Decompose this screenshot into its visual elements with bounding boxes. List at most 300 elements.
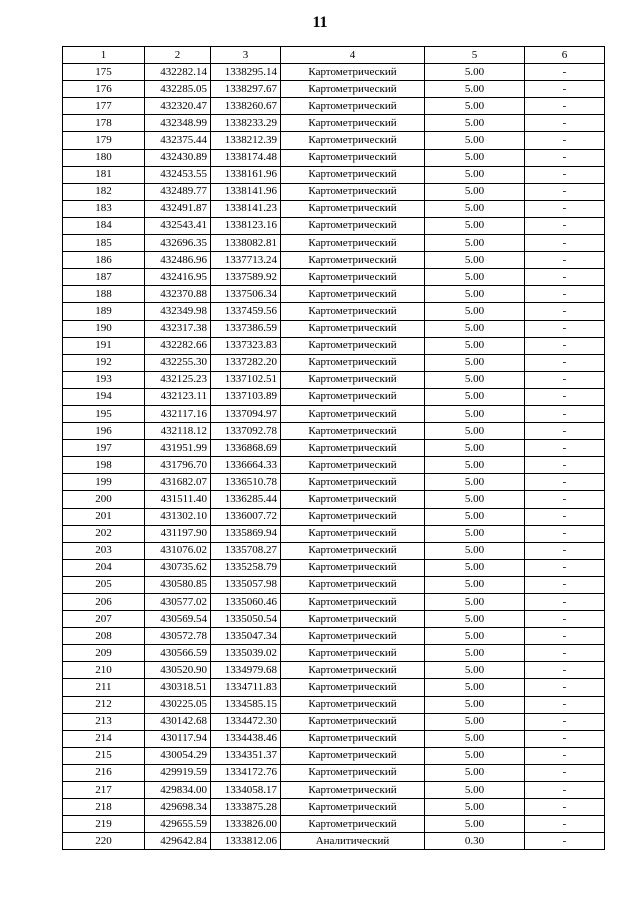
table-row (63, 405, 605, 422)
coordinate-y-cell: 1336007.72 (211, 508, 281, 525)
table-row (63, 132, 605, 149)
point-number-cell: 215 (63, 747, 145, 764)
note-cell: - (525, 166, 605, 183)
table-row (63, 662, 605, 679)
point-number-cell: 217 (63, 782, 145, 799)
method-cell: Картометрический (281, 371, 425, 388)
point-number-cell: 208 (63, 628, 145, 645)
coordinate-x-cell: 432453.55 (145, 166, 211, 183)
coordinate-y-cell: 1336510.78 (211, 474, 281, 491)
method-cell: Картометрический (281, 354, 425, 371)
note-cell: - (525, 713, 605, 730)
accuracy-cell: 5.00 (425, 816, 525, 833)
coordinate-x-cell: 431511.40 (145, 491, 211, 508)
coordinate-x-cell: 432282.66 (145, 337, 211, 354)
accuracy-cell: 5.00 (425, 645, 525, 662)
coordinate-x-cell: 432489.77 (145, 183, 211, 200)
point-number-cell: 187 (63, 269, 145, 286)
coordinate-y-cell: 1335060.46 (211, 594, 281, 611)
table-row (63, 286, 605, 303)
method-cell: Картометрический (281, 645, 425, 662)
coordinate-x-cell: 430577.02 (145, 594, 211, 611)
method-cell: Картометрический (281, 149, 425, 166)
table-row (63, 440, 605, 457)
coordinate-x-cell: 432416.95 (145, 269, 211, 286)
header-cell: 1 (63, 47, 145, 64)
note-cell: - (525, 457, 605, 474)
method-cell: Картометрический (281, 423, 425, 440)
coordinate-y-cell: 1338174.48 (211, 149, 281, 166)
coordinate-y-cell: 1337386.59 (211, 320, 281, 337)
note-cell: - (525, 679, 605, 696)
table-row (63, 337, 605, 354)
coordinate-x-cell: 432348.99 (145, 115, 211, 132)
table-row (63, 252, 605, 269)
coordinate-x-cell: 432375.44 (145, 132, 211, 149)
accuracy-cell: 5.00 (425, 662, 525, 679)
table-row (63, 576, 605, 593)
point-number-cell: 206 (63, 594, 145, 611)
note-cell: - (525, 200, 605, 217)
coordinate-x-cell: 431302.10 (145, 508, 211, 525)
table-row (63, 679, 605, 696)
accuracy-cell: 5.00 (425, 782, 525, 799)
coordinate-y-cell: 1335057.98 (211, 576, 281, 593)
coordinate-x-cell: 431951.99 (145, 440, 211, 457)
table-row (63, 542, 605, 559)
table-row (63, 594, 605, 611)
accuracy-cell: 5.00 (425, 679, 525, 696)
coordinate-x-cell: 430569.54 (145, 611, 211, 628)
accuracy-cell: 0.30 (425, 833, 525, 850)
coordinate-y-cell: 1338297.67 (211, 81, 281, 98)
table-row (63, 645, 605, 662)
accuracy-cell: 5.00 (425, 491, 525, 508)
point-number-cell: 200 (63, 491, 145, 508)
method-cell: Картометрический (281, 662, 425, 679)
coordinate-x-cell: 430318.51 (145, 679, 211, 696)
accuracy-cell: 5.00 (425, 149, 525, 166)
point-number-cell: 177 (63, 98, 145, 115)
table-row (63, 149, 605, 166)
coordinate-y-cell: 1334351.37 (211, 747, 281, 764)
coordinate-x-cell: 429834.00 (145, 782, 211, 799)
method-cell: Картометрический (281, 491, 425, 508)
coordinate-x-cell: 432117.16 (145, 405, 211, 422)
method-cell: Картометрический (281, 115, 425, 132)
point-number-cell: 175 (63, 64, 145, 81)
note-cell: - (525, 81, 605, 98)
method-cell: Картометрический (281, 269, 425, 286)
point-number-cell: 207 (63, 611, 145, 628)
coordinate-y-cell: 1334585.15 (211, 696, 281, 713)
coordinate-x-cell: 432285.05 (145, 81, 211, 98)
header-cell: 6 (525, 47, 605, 64)
method-cell: Картометрический (281, 440, 425, 457)
accuracy-cell: 5.00 (425, 440, 525, 457)
point-number-cell: 203 (63, 542, 145, 559)
method-cell: Картометрический (281, 183, 425, 200)
method-cell: Картометрический (281, 252, 425, 269)
coordinate-x-cell: 432125.23 (145, 371, 211, 388)
method-cell: Картометрический (281, 594, 425, 611)
point-number-cell: 209 (63, 645, 145, 662)
point-number-cell: 176 (63, 81, 145, 98)
point-number-cell: 198 (63, 457, 145, 474)
accuracy-cell: 5.00 (425, 713, 525, 730)
accuracy-cell: 5.00 (425, 235, 525, 252)
point-number-cell: 190 (63, 320, 145, 337)
point-number-cell: 192 (63, 354, 145, 371)
coordinate-y-cell: 1337282.20 (211, 354, 281, 371)
method-cell: Картометрический (281, 320, 425, 337)
coordinate-y-cell: 1335708.27 (211, 542, 281, 559)
coordinate-y-cell: 1335869.94 (211, 525, 281, 542)
point-number-cell: 205 (63, 576, 145, 593)
note-cell: - (525, 474, 605, 491)
coordinate-y-cell: 1338233.29 (211, 115, 281, 132)
note-cell: - (525, 320, 605, 337)
method-cell: Картометрический (281, 98, 425, 115)
accuracy-cell: 5.00 (425, 611, 525, 628)
coordinate-x-cell: 431796.70 (145, 457, 211, 474)
note-cell: - (525, 525, 605, 542)
note-cell: - (525, 388, 605, 405)
coordinate-x-cell: 430735.62 (145, 559, 211, 576)
coordinate-x-cell: 430117.94 (145, 730, 211, 747)
table-row (63, 713, 605, 730)
coordinate-x-cell: 432543.41 (145, 217, 211, 234)
point-number-cell: 196 (63, 423, 145, 440)
coordinate-x-cell: 432370.88 (145, 286, 211, 303)
method-cell: Картометрический (281, 508, 425, 525)
coordinate-y-cell: 1336285.44 (211, 491, 281, 508)
table-row (63, 200, 605, 217)
table-row (63, 388, 605, 405)
method-cell: Картометрический (281, 217, 425, 234)
coordinate-x-cell: 432320.47 (145, 98, 211, 115)
point-number-cell: 193 (63, 371, 145, 388)
note-cell: - (525, 354, 605, 371)
table-row (63, 235, 605, 252)
accuracy-cell: 5.00 (425, 474, 525, 491)
coordinate-x-cell: 431197.90 (145, 525, 211, 542)
coordinate-x-cell: 432118.12 (145, 423, 211, 440)
coordinate-y-cell: 1337102.51 (211, 371, 281, 388)
accuracy-cell: 5.00 (425, 628, 525, 645)
note-cell: - (525, 833, 605, 850)
coordinate-x-cell: 432349.98 (145, 303, 211, 320)
method-cell: Картометрический (281, 525, 425, 542)
accuracy-cell: 5.00 (425, 98, 525, 115)
accuracy-cell: 5.00 (425, 217, 525, 234)
table-row (63, 696, 605, 713)
table-row (63, 833, 605, 850)
method-cell: Картометрический (281, 679, 425, 696)
coordinate-x-cell: 429642.84 (145, 833, 211, 850)
accuracy-cell: 5.00 (425, 337, 525, 354)
table-row (63, 81, 605, 98)
method-cell: Картометрический (281, 611, 425, 628)
note-cell: - (525, 440, 605, 457)
method-cell: Аналитический (281, 833, 425, 850)
coordinate-y-cell: 1335258.79 (211, 559, 281, 576)
coordinate-x-cell: 432282.14 (145, 64, 211, 81)
coordinate-y-cell: 1338141.96 (211, 183, 281, 200)
note-cell: - (525, 782, 605, 799)
table-row (63, 354, 605, 371)
point-number-cell: 220 (63, 833, 145, 850)
coordinate-y-cell: 1337506.34 (211, 286, 281, 303)
accuracy-cell: 5.00 (425, 252, 525, 269)
coordinate-y-cell: 1338141.23 (211, 200, 281, 217)
table-row (63, 303, 605, 320)
header-cell: 4 (281, 47, 425, 64)
point-number-cell: 184 (63, 217, 145, 234)
table-row (63, 115, 605, 132)
coordinate-y-cell: 1334438.46 (211, 730, 281, 747)
note-cell: - (525, 611, 605, 628)
point-number-cell: 197 (63, 440, 145, 457)
table-row (63, 782, 605, 799)
method-cell: Картометрический (281, 81, 425, 98)
coordinate-y-cell: 1334472.30 (211, 713, 281, 730)
point-number-cell: 213 (63, 713, 145, 730)
method-cell: Картометрический (281, 200, 425, 217)
table-row (63, 491, 605, 508)
note-cell: - (525, 337, 605, 354)
method-cell: Картометрический (281, 576, 425, 593)
accuracy-cell: 5.00 (425, 166, 525, 183)
note-cell: - (525, 696, 605, 713)
note-cell: - (525, 269, 605, 286)
table-header-row (63, 47, 605, 64)
point-number-cell: 216 (63, 764, 145, 781)
note-cell: - (525, 115, 605, 132)
coordinate-y-cell: 1337103.89 (211, 388, 281, 405)
method-cell: Картометрический (281, 474, 425, 491)
table-row (63, 474, 605, 491)
point-number-cell: 214 (63, 730, 145, 747)
accuracy-cell: 5.00 (425, 764, 525, 781)
coordinate-x-cell: 432255.30 (145, 354, 211, 371)
point-number-cell: 183 (63, 200, 145, 217)
accuracy-cell: 5.00 (425, 371, 525, 388)
table-row (63, 269, 605, 286)
method-cell: Картометрический (281, 764, 425, 781)
method-cell: Картометрический (281, 782, 425, 799)
coordinate-y-cell: 1338161.96 (211, 166, 281, 183)
accuracy-cell: 5.00 (425, 64, 525, 81)
note-cell: - (525, 405, 605, 422)
accuracy-cell: 5.00 (425, 286, 525, 303)
coordinate-y-cell: 1337589.92 (211, 269, 281, 286)
coordinate-x-cell: 432430.89 (145, 149, 211, 166)
method-cell: Картометрический (281, 64, 425, 81)
point-number-cell: 195 (63, 405, 145, 422)
method-cell: Картометрический (281, 457, 425, 474)
accuracy-cell: 5.00 (425, 405, 525, 422)
method-cell: Картометрический (281, 713, 425, 730)
method-cell: Картометрический (281, 132, 425, 149)
accuracy-cell: 5.00 (425, 423, 525, 440)
method-cell: Картометрический (281, 696, 425, 713)
header-cell: 2 (145, 47, 211, 64)
coordinate-y-cell: 1337323.83 (211, 337, 281, 354)
accuracy-cell: 5.00 (425, 115, 525, 132)
coordinate-y-cell: 1335050.54 (211, 611, 281, 628)
note-cell: - (525, 508, 605, 525)
accuracy-cell: 5.00 (425, 132, 525, 149)
point-number-cell: 191 (63, 337, 145, 354)
note-cell: - (525, 730, 605, 747)
point-number-cell: 201 (63, 508, 145, 525)
note-cell: - (525, 183, 605, 200)
accuracy-cell: 5.00 (425, 269, 525, 286)
point-number-cell: 180 (63, 149, 145, 166)
coordinate-y-cell: 1337094.97 (211, 405, 281, 422)
method-cell: Картометрический (281, 405, 425, 422)
table-row (63, 98, 605, 115)
header-cell: 3 (211, 47, 281, 64)
table-row (63, 64, 605, 81)
point-number-cell: 188 (63, 286, 145, 303)
coordinate-y-cell: 1337092.78 (211, 423, 281, 440)
point-number-cell: 185 (63, 235, 145, 252)
coordinate-y-cell: 1335039.02 (211, 645, 281, 662)
accuracy-cell: 5.00 (425, 183, 525, 200)
page-number: 11 (312, 14, 328, 31)
coordinate-y-cell: 1334979.68 (211, 662, 281, 679)
table-row (63, 730, 605, 747)
accuracy-cell: 5.00 (425, 388, 525, 405)
note-cell: - (525, 149, 605, 166)
coordinate-y-cell: 1336664.33 (211, 457, 281, 474)
table-row (63, 217, 605, 234)
note-cell: - (525, 491, 605, 508)
point-number-cell: 218 (63, 799, 145, 816)
note-cell: - (525, 252, 605, 269)
coordinate-x-cell: 431076.02 (145, 542, 211, 559)
note-cell: - (525, 662, 605, 679)
note-cell: - (525, 645, 605, 662)
accuracy-cell: 5.00 (425, 320, 525, 337)
accuracy-cell: 5.00 (425, 696, 525, 713)
point-number-cell: 181 (63, 166, 145, 183)
coordinate-x-cell: 430580.85 (145, 576, 211, 593)
table-row (63, 559, 605, 576)
method-cell: Картометрический (281, 388, 425, 405)
coordinate-x-cell: 432491.87 (145, 200, 211, 217)
note-cell: - (525, 286, 605, 303)
point-number-cell: 189 (63, 303, 145, 320)
point-number-cell: 212 (63, 696, 145, 713)
coordinate-x-cell: 429698.34 (145, 799, 211, 816)
table-row (63, 816, 605, 833)
coordinate-y-cell: 1337459.56 (211, 303, 281, 320)
coordinate-x-cell: 431682.07 (145, 474, 211, 491)
point-number-cell: 179 (63, 132, 145, 149)
table-row (63, 611, 605, 628)
coordinate-x-cell: 430142.68 (145, 713, 211, 730)
method-cell: Картометрический (281, 235, 425, 252)
accuracy-cell: 5.00 (425, 457, 525, 474)
method-cell: Картометрический (281, 559, 425, 576)
point-number-cell: 186 (63, 252, 145, 269)
point-number-cell: 182 (63, 183, 145, 200)
coordinate-x-cell: 432317.38 (145, 320, 211, 337)
note-cell: - (525, 799, 605, 816)
note-cell: - (525, 98, 605, 115)
point-number-cell: 199 (63, 474, 145, 491)
method-cell: Картометрический (281, 799, 425, 816)
table-row (63, 371, 605, 388)
point-number-cell: 211 (63, 679, 145, 696)
table-row (63, 747, 605, 764)
accuracy-cell: 5.00 (425, 81, 525, 98)
note-cell: - (525, 303, 605, 320)
note-cell: - (525, 235, 605, 252)
note-cell: - (525, 576, 605, 593)
coordinate-y-cell: 1333812.06 (211, 833, 281, 850)
coordinate-y-cell: 1335047.34 (211, 628, 281, 645)
table-row (63, 525, 605, 542)
accuracy-cell: 5.00 (425, 576, 525, 593)
coordinate-x-cell: 430520.90 (145, 662, 211, 679)
accuracy-cell: 5.00 (425, 747, 525, 764)
accuracy-cell: 5.00 (425, 730, 525, 747)
header-cell: 5 (425, 47, 525, 64)
coordinate-x-cell: 430566.59 (145, 645, 211, 662)
note-cell: - (525, 217, 605, 234)
coordinate-x-cell: 429655.59 (145, 816, 211, 833)
method-cell: Картометрический (281, 747, 425, 764)
coordinate-x-cell: 432486.96 (145, 252, 211, 269)
table-row (63, 764, 605, 781)
table-row (63, 628, 605, 645)
coordinate-y-cell: 1333875.28 (211, 799, 281, 816)
coordinate-x-cell: 430225.05 (145, 696, 211, 713)
table-row (63, 508, 605, 525)
method-cell: Картометрический (281, 166, 425, 183)
point-number-cell: 204 (63, 559, 145, 576)
accuracy-cell: 5.00 (425, 559, 525, 576)
note-cell: - (525, 559, 605, 576)
table-row (63, 799, 605, 816)
table-row (63, 320, 605, 337)
note-cell: - (525, 132, 605, 149)
accuracy-cell: 5.00 (425, 354, 525, 371)
point-number-cell: 210 (63, 662, 145, 679)
accuracy-cell: 5.00 (425, 303, 525, 320)
note-cell: - (525, 747, 605, 764)
accuracy-cell: 5.00 (425, 200, 525, 217)
method-cell: Картометрический (281, 816, 425, 833)
method-cell: Картометрический (281, 286, 425, 303)
coordinate-y-cell: 1333826.00 (211, 816, 281, 833)
method-cell: Картометрический (281, 628, 425, 645)
note-cell: - (525, 594, 605, 611)
coordinate-y-cell: 1334058.17 (211, 782, 281, 799)
point-number-cell: 194 (63, 388, 145, 405)
coordinate-x-cell: 430572.78 (145, 628, 211, 645)
note-cell: - (525, 816, 605, 833)
coordinate-x-cell: 432696.35 (145, 235, 211, 252)
coordinate-y-cell: 1338260.67 (211, 98, 281, 115)
note-cell: - (525, 371, 605, 388)
method-cell: Картометрический (281, 730, 425, 747)
coordinate-y-cell: 1337713.24 (211, 252, 281, 269)
